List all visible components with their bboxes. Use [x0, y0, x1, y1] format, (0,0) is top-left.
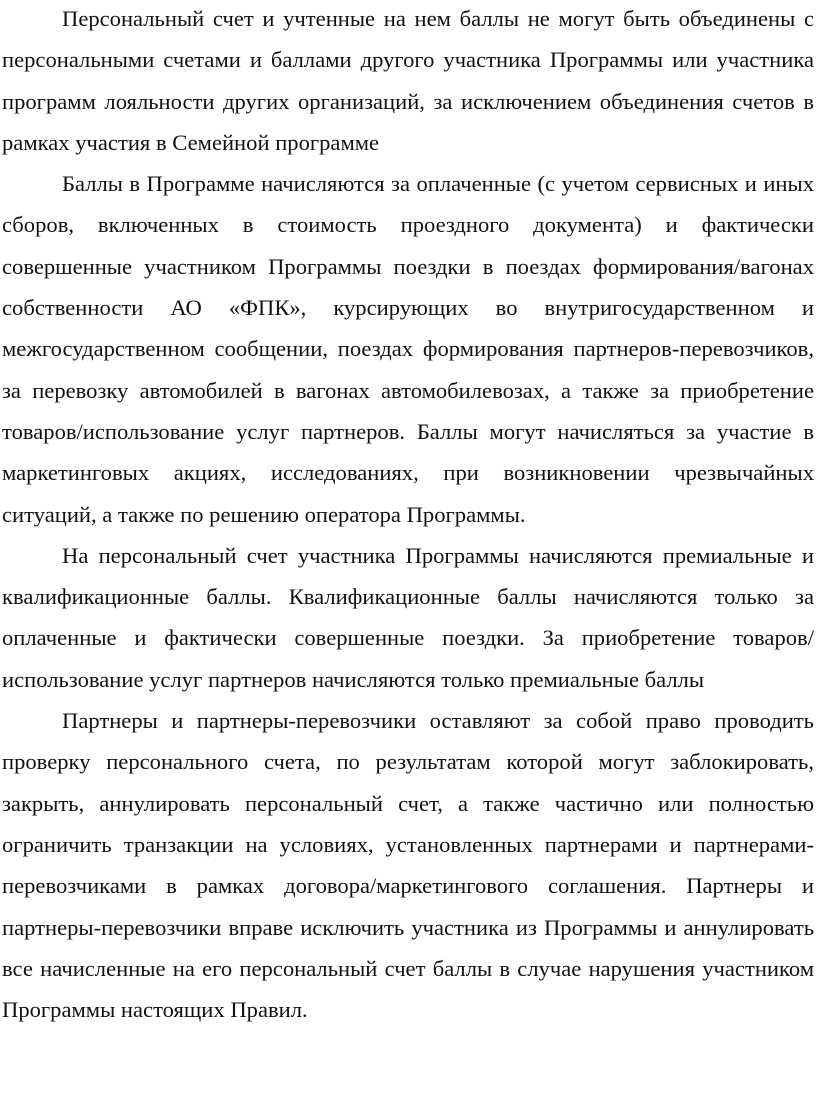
document-body — [2, 0, 814, 1030]
paragraph-points-accrual: Баллы в Программе начисляются за оплаченные (с учетом сервисных и иных сборов, включенных в стоимость проездного документа) и фактически совершенные участником Программы поездки в поездах формирования/вагонах собственности АО «ФПК», курсирующих во внутригосударственном и межгосударственном сообщении, поездах формирования партнеров-перевозчиков, за перевозку автомобилей в вагонах автомобилевозах, а также за приобретение товаров/использование услуг партнеров. Баллы могут начисляться за участие в маркетинговых акциях, исследованиях, при возникновении чрезвычайных ситуаций, а также по решению оператора Программы. — [2, 171, 814, 527]
paragraph-account-merging: Персональный счет и учтенные на нем баллы не могут быть объединены с персональными счетами и баллами другого участника Программы или участника программ лояльности других организаций, за исключением объединения счетов в рамках участия в Семейной программе — [2, 6, 814, 155]
paragraph-account-verification: Партнеры и партнеры-перевозчики оставляют за собой право проводить проверку персонального счета, по результатам которой могут заблокировать, закрыть, аннулировать персональный счет, а также частично или полностью ограничить транзакции на условиях, установленных партнерами и партнерами-перевозчиками в рамках договора/маркетингового соглашения. Партнеры и партнеры-перевозчики вправе исключить участника из Программы и аннулировать все начисленные на его персональный счет баллы в случае нарушения участником Программы настоящих Правил. — [2, 708, 814, 1023]
paragraph-points-types: На персональный счет участника Программы начисляются премиальные и квалификационные баллы. Квалификационные баллы начисляются только за оплаченные и фактически совершенные поездки. За приобретение товаров/использование услуг партнеров начисляются только премиальные баллы — [2, 542, 814, 692]
